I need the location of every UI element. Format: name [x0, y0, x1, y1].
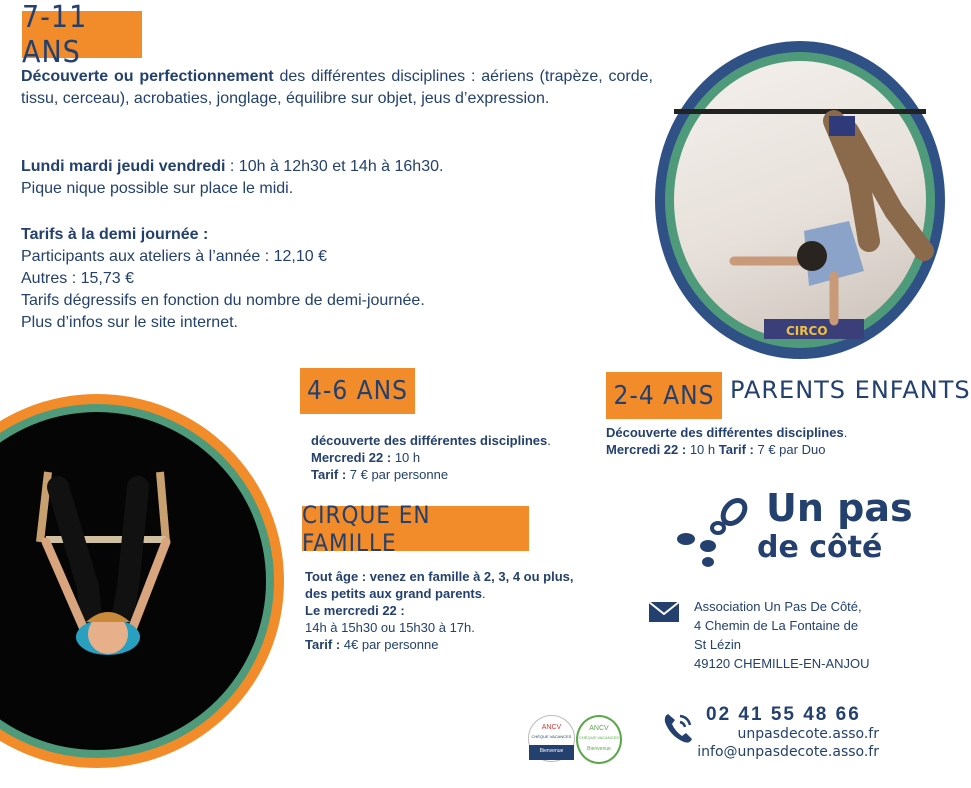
details-famille: Tout âge : venez en famille à 2, 3, 4 ou plus, des petits aux grand parents. Le mercredi 22 : 14h à 15h30 ou 15h30 à 17h. Tarif : 4€ par personne	[305, 569, 574, 652]
tag-4-6-ans: 4-6 ANS	[300, 368, 415, 414]
details-2-4: Découverte des différentes disciplines. Mercredi 22 : 10 h Tarif : 7 € par Duo	[606, 425, 848, 457]
ancv-badge-left: ANCV CHÈQUE VACANCES Bienvenue	[528, 715, 575, 762]
logo-text-line1: Un pas	[766, 486, 913, 530]
phone-number[interactable]: 02 41 55 48 66	[706, 704, 861, 725]
email-link[interactable]: info@unpasdecote.asso.fr	[697, 744, 879, 760]
photo-handstand-circle	[655, 41, 945, 359]
photo-trapeze-circle	[0, 394, 284, 768]
trapeze-illustration	[0, 412, 266, 750]
svg-text:CIRCO: CIRCO	[786, 324, 828, 338]
intro-7-11: Découverte ou perfectionnement des différentes disciplines : aériens (trapèze, corde, tissu, cerceau), acrobaties, jonglage, équilibre sur objet, jeus d’expression.	[21, 68, 653, 107]
website-link[interactable]: unpasdecote.asso.fr	[737, 726, 879, 742]
acrobat-illustration	[674, 61, 926, 339]
envelope-icon	[648, 601, 680, 623]
parents-enfants-title: PARENTS ENFANTS	[730, 376, 971, 404]
tag-7-11-ans: 7-11 ANS	[22, 11, 142, 58]
phone-icon	[662, 710, 696, 746]
tarifs-7-11: Tarifs à la demi journée : Participants aux ateliers à l’année : 12,10 € Autres : 15,73 € Tarifs dégressifs en fonction du nombre de demi-journée. Plus d’infos sur le site internet.	[21, 226, 425, 331]
details-4-6: découverte des différentes disciplines. Mercredi 22 : 10 h Tarif : 7 € par personne	[311, 433, 551, 482]
address-block: Association Un Pas De Côté, 4 Chemin de La Fontaine de St Lézin 49120 CHEMILLE-EN-ANJOU	[694, 599, 870, 671]
logo-text-line2: de côté	[757, 530, 883, 565]
footprints-icon	[668, 494, 758, 574]
ancv-badge-right: ANCV CHÈQUE VACANCES Bienvenue	[576, 715, 622, 764]
days-7-11: Lundi mardi jeudi vendredi : 10h à 12h30 et 14h à 16h30. Pique nique possible sur place le midi.	[21, 158, 444, 197]
tag-cirque-en-famille: CIRQUE EN FAMILLE	[302, 506, 529, 551]
tag-2-4-ans: 2-4 ANS	[606, 372, 722, 419]
